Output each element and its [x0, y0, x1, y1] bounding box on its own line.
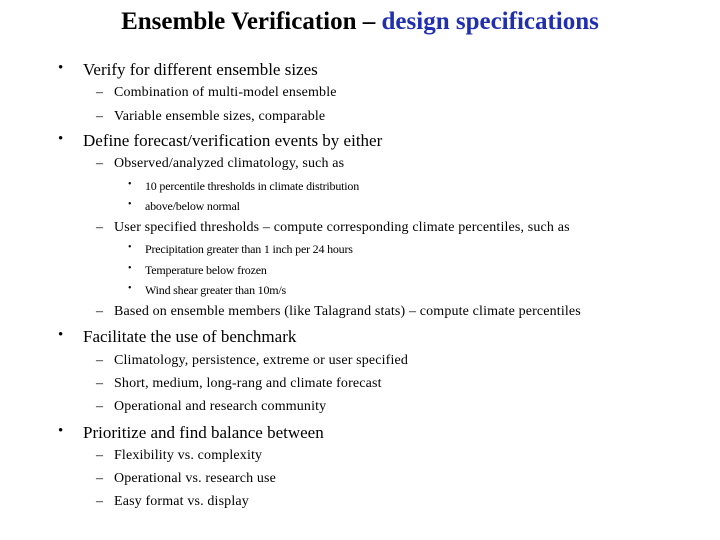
dash-marker: –	[96, 448, 104, 463]
bullet-marker: •	[58, 131, 64, 147]
bullet-marker: •	[58, 423, 64, 439]
title-accent: design specifications	[381, 8, 599, 35]
subbullet-text: Easy format vs. display	[114, 494, 249, 509]
small-bullet-marker: •	[128, 242, 132, 253]
subbullet-text: User specified thresholds – compute corresponding climate percentiles, such as	[114, 220, 570, 235]
small-bullet-marker: •	[128, 179, 132, 190]
bullet-text: Prioritize and find balance between	[83, 423, 324, 442]
dash-marker: –	[96, 304, 104, 319]
subbullet-text: Operational and research community	[114, 399, 327, 414]
subsubbullet-text: above/below normal	[145, 199, 240, 213]
subbullet-text: Combination of multi-model ensemble	[114, 85, 337, 100]
bullet-text: Verify for different ensemble sizes	[83, 60, 318, 79]
small-bullet-marker: •	[128, 283, 132, 294]
bullet-text: Facilitate the use of benchmark	[83, 327, 297, 346]
dash-marker: –	[96, 399, 104, 414]
slide-title	[0, 8, 720, 36]
bullet-text: Define forecast/verification events by either	[83, 131, 383, 150]
subbullet-text: Climatology, persistence, extreme or user specified	[114, 353, 409, 368]
small-bullet-marker: •	[128, 263, 132, 274]
subsubbullet-text: Temperature below frozen	[145, 263, 267, 277]
subsubbullet-text: 10 percentile thresholds in climate distribution	[145, 179, 360, 193]
subbullet-text: Variable ensemble sizes, comparable	[114, 109, 326, 124]
dash-marker: –	[96, 156, 104, 171]
subbullet-text: Based on ensemble members (like Talagrand stats) – compute climate percentiles	[114, 304, 581, 319]
subbullet-text: Operational vs. research use	[114, 471, 277, 486]
subbullet-text: Short, medium, long-rang and climate forecast	[114, 376, 382, 391]
subsubbullet-text: Wind shear greater than 10m/s	[145, 283, 287, 297]
dash-marker: –	[96, 85, 104, 100]
dash-marker: –	[96, 376, 104, 391]
dash-marker: –	[96, 353, 104, 368]
dash-marker: –	[96, 494, 104, 509]
bullet-marker: •	[58, 327, 64, 343]
bullet-marker: •	[58, 60, 64, 76]
subsubbullet-text: Precipitation greater than 1 inch per 24 hours	[145, 242, 353, 256]
subbullet-text: Flexibility vs. complexity	[114, 448, 263, 463]
small-bullet-marker: •	[128, 199, 132, 210]
dash-marker: –	[96, 471, 104, 486]
dash-marker: –	[96, 220, 104, 235]
dash-marker: –	[96, 109, 104, 124]
subbullet-text: Observed/analyzed climatology, such as	[114, 156, 345, 171]
title-main: Ensemble Verification –	[121, 8, 382, 35]
